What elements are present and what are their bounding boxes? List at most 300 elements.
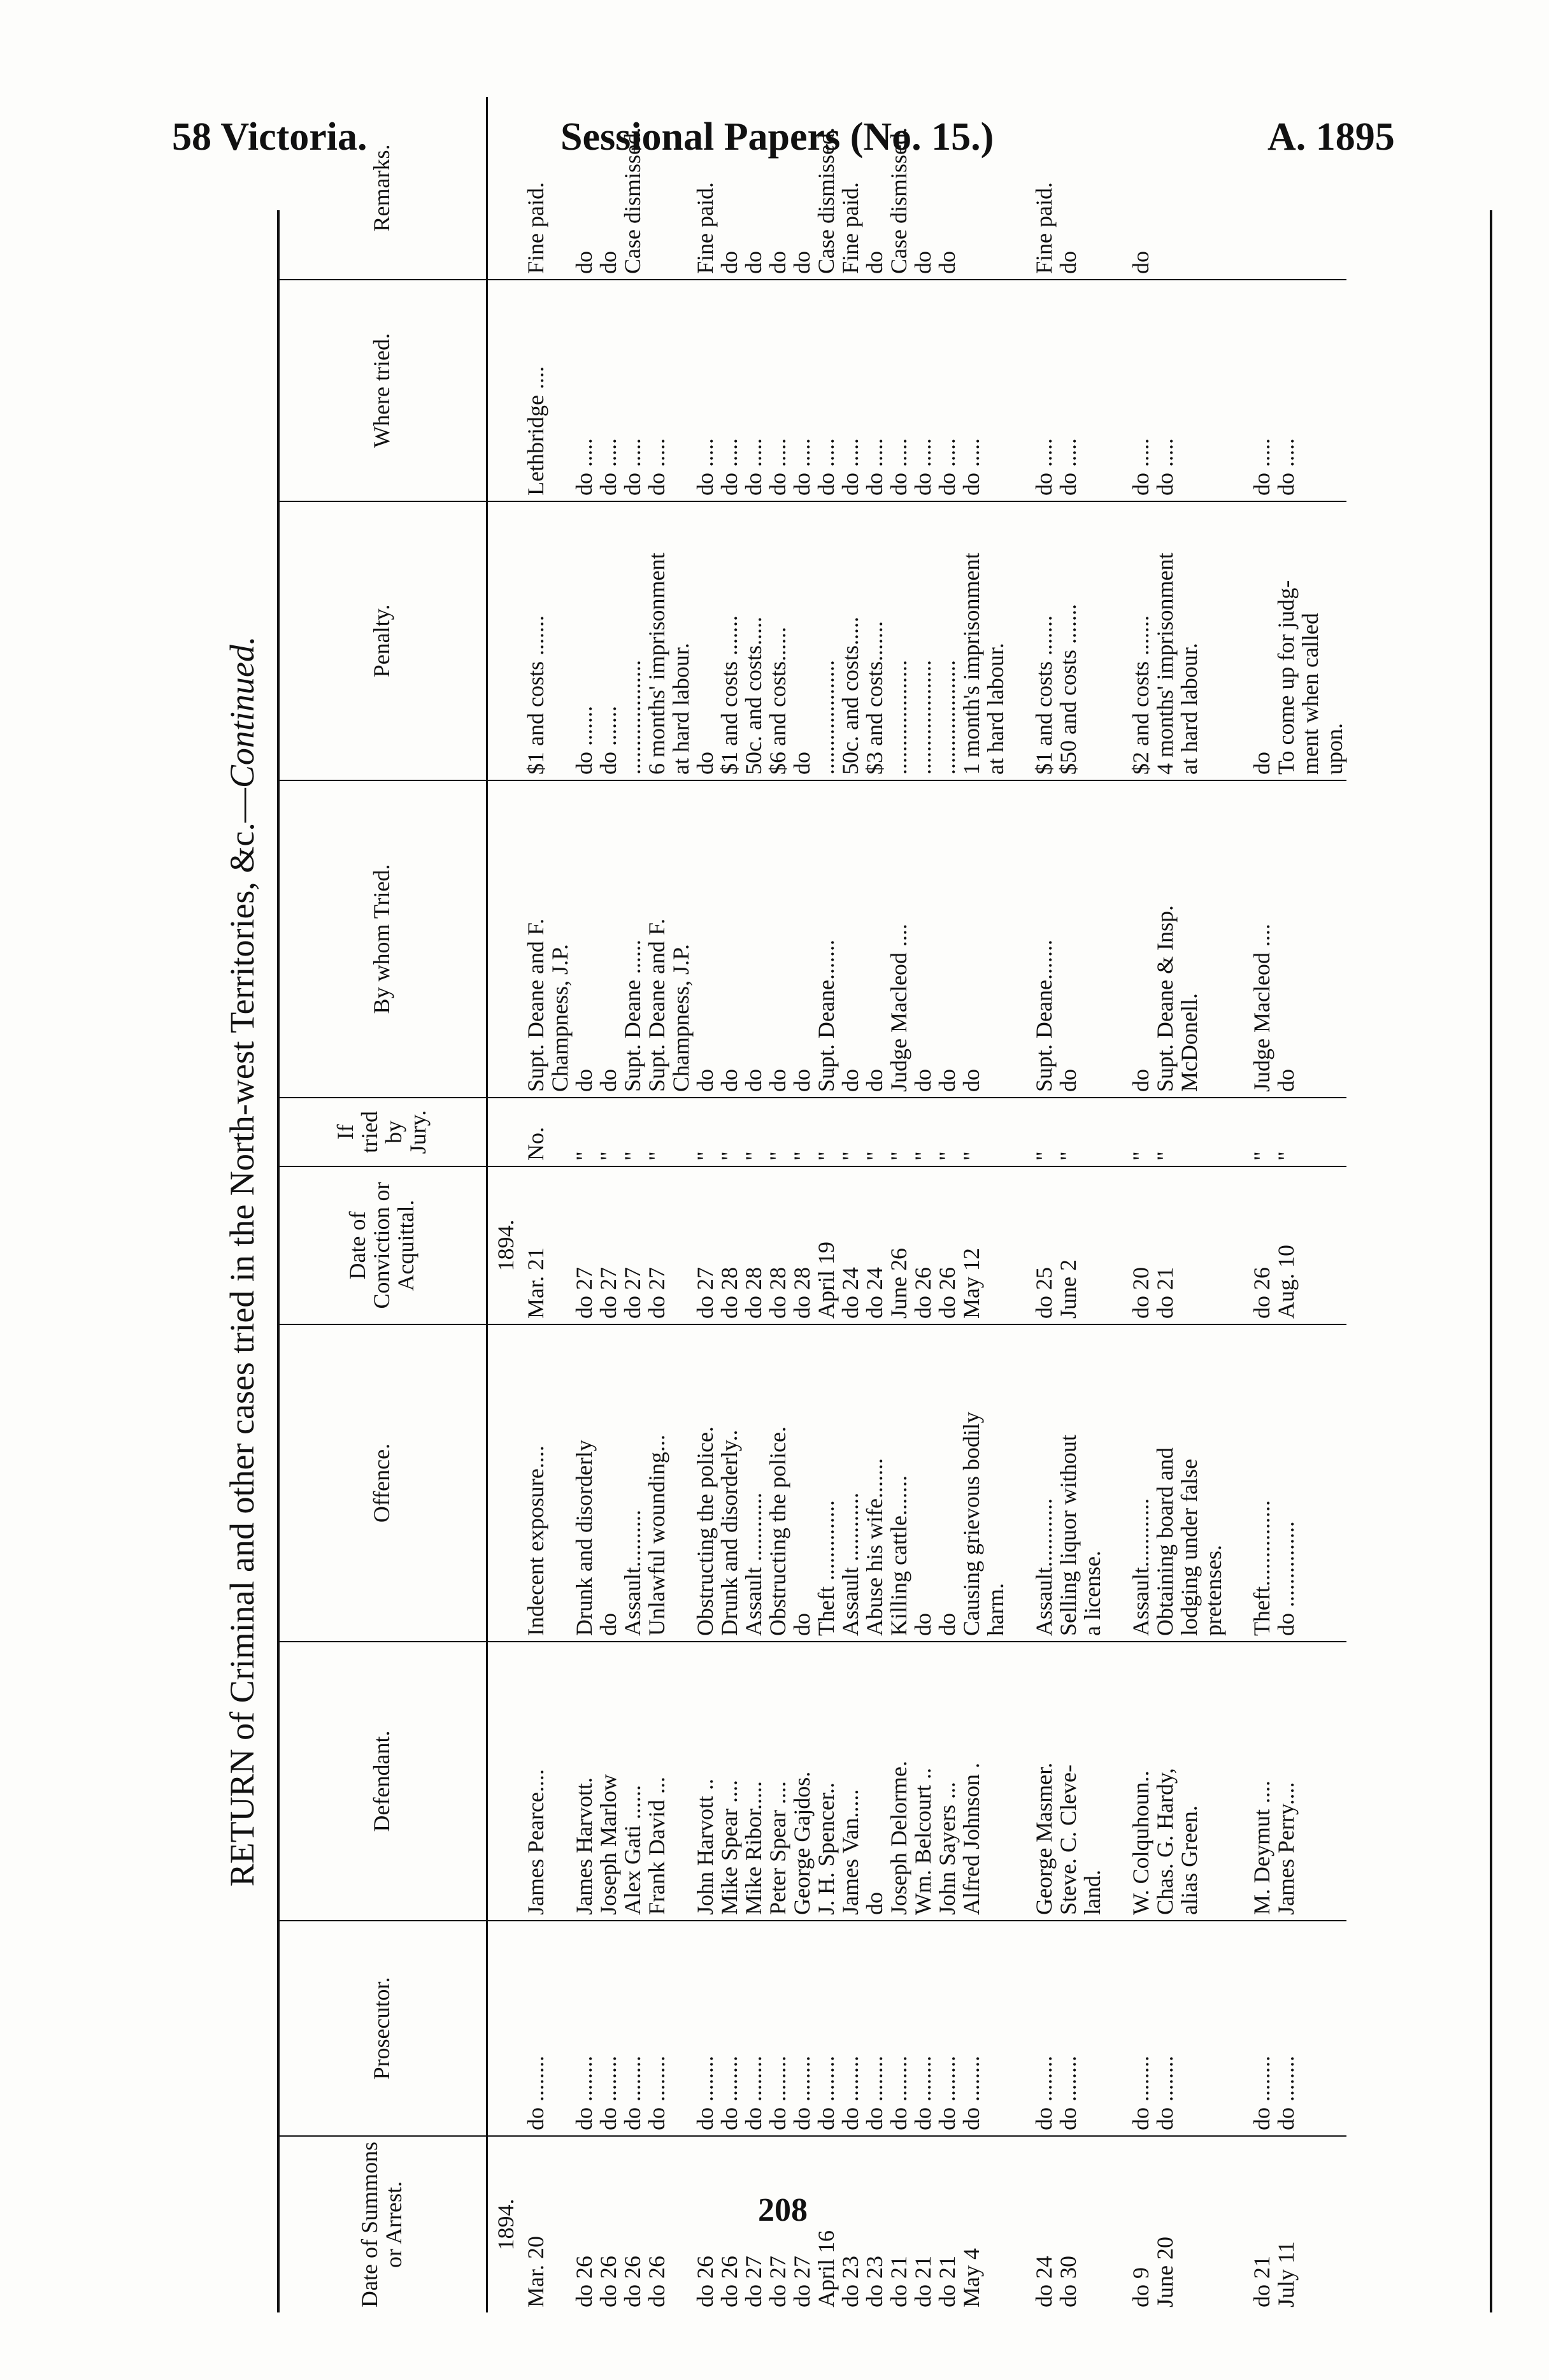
cell-conviction: do 28 (790, 1166, 814, 1324)
cell-penalty: $1 and costs ....... (1032, 501, 1056, 780)
table-row (1008, 97, 1032, 2312)
cell-prosecutor (1201, 1921, 1225, 2136)
cell-prosecutor: do ........ (887, 1921, 911, 2136)
col-where: Where tried. (277, 280, 487, 501)
cell-where: do ..... (766, 280, 790, 501)
cell-remarks (1225, 97, 1250, 280)
cell-by-whom: do (935, 780, 959, 1098)
cell-jury: " (741, 1098, 766, 1166)
cell-offence: Drunk and disorderly.. (717, 1324, 741, 1642)
cell-remarks: Fine paid. (693, 97, 717, 280)
cell-by-whom (1322, 780, 1346, 1098)
col-prosecutor: Prosecutor. (277, 1921, 487, 2136)
cell-date (1008, 2136, 1032, 2312)
cell-jury: " (1032, 1098, 1056, 1166)
cell-by-whom (1008, 780, 1032, 1098)
table-row (669, 97, 693, 2312)
cell-date (1322, 2136, 1346, 2312)
cell-defendant: James Harvott. (572, 1642, 596, 1921)
table-row (645, 97, 669, 2312)
cell-defendant (548, 1642, 572, 1921)
cell-defendant: Joseph Marlow (596, 1642, 620, 1921)
cell-offence: do (790, 1324, 814, 1642)
cell-prosecutor (1104, 1921, 1129, 2136)
cell-where: do ..... (572, 280, 596, 501)
cell-jury (1225, 1098, 1250, 1166)
cell-where (669, 280, 693, 501)
cell-by-whom: Supt. Deane....... (1032, 780, 1056, 1098)
cell-offence: Causing grievous bodily (959, 1324, 983, 1642)
cell-penalty (1080, 501, 1104, 780)
cell-jury: " (887, 1098, 911, 1166)
cell-penalty: 50c. and costs..... (838, 501, 862, 780)
cell-penalty: 4 months' imprisonment (1153, 501, 1177, 780)
cell-defendant (669, 1642, 693, 1921)
cell-offence (669, 1324, 693, 1642)
cell-where: do ..... (645, 280, 669, 501)
cell-where (1177, 280, 1201, 501)
cell-date: do 26 (717, 2256, 742, 2307)
cell-defendant: Joseph Delorme. (887, 1642, 911, 1921)
cell-prosecutor: do ........ (959, 1921, 983, 2136)
cell-by-whom: do (572, 780, 596, 1098)
table-row (572, 97, 596, 2312)
cell-date: do 26 (692, 2256, 718, 2307)
cell-jury (1177, 1098, 1201, 1166)
cell-conviction: do 27 (620, 1166, 645, 1324)
cell-date: do 26 (571, 2256, 597, 2307)
cell-remarks: do (572, 97, 596, 280)
cell-by-whom: Judge Macleod .... (1250, 780, 1274, 1098)
cell-offence: harm. (983, 1324, 1008, 1642)
cell-date: do 21 (886, 2256, 911, 2307)
cell-defendant: Mike Spear .... (717, 1642, 741, 1921)
col-offence: Offence. (277, 1324, 487, 1642)
table-row (1322, 97, 1346, 2312)
cell-conviction: do 27 (572, 1166, 596, 1324)
table-row (596, 97, 620, 2312)
header-year: A. 1895 (1267, 115, 1395, 159)
cell-where: do ..... (596, 280, 620, 501)
cell-where: do ..... (693, 280, 717, 501)
cell-offence: Assault............ (1129, 1324, 1153, 1642)
table-row (548, 97, 572, 2312)
cell-defendant: M. Deymut .... (1250, 1642, 1274, 1921)
cell-penalty: $1 and costs ....... (717, 501, 741, 780)
cell-date: do 27 (741, 2256, 766, 2307)
cell-where: do ..... (814, 280, 838, 501)
cell-where: do ..... (935, 280, 959, 501)
table-row (1201, 97, 1225, 2312)
table-row (887, 97, 911, 2312)
cell-jury (1322, 1098, 1346, 1166)
cell-where: do ..... (1032, 280, 1056, 501)
cell-date: do 26 (596, 2256, 621, 2307)
cell-date (1225, 2136, 1250, 2312)
page-number: 208 (758, 2192, 808, 2228)
cell-remarks (1177, 97, 1201, 280)
cell-remarks: do (1056, 97, 1080, 280)
table-row (862, 97, 887, 2312)
cell-conviction: do 28 (717, 1166, 741, 1324)
cell-remarks (959, 97, 983, 280)
cell-jury (1104, 1098, 1129, 1166)
cell-jury (669, 1098, 693, 1166)
cell-prosecutor: do ........ (790, 1921, 814, 2136)
cell-conviction: do 28 (766, 1166, 790, 1324)
cell-date (1177, 2136, 1201, 2312)
cell-defendant: James Pearce.... (524, 1642, 548, 1921)
table-row (1250, 97, 1274, 2312)
cell-conviction (1177, 1166, 1201, 1324)
cell-where: do ..... (959, 280, 983, 501)
cell-jury: " (790, 1098, 814, 1166)
cell-date: do 21 (1249, 2256, 1274, 2307)
cell-where: do ..... (717, 280, 741, 501)
cell-jury (983, 1098, 1008, 1166)
cell-by-whom: do (862, 780, 887, 1098)
cell-prosecutor: do ........ (766, 1921, 790, 2136)
cell-prosecutor (1177, 1921, 1201, 2136)
cell-offence: do (935, 1324, 959, 1642)
cell-date: do 23 (838, 2256, 863, 2307)
cell-by-whom: Supt. Deane & Insp. (1153, 780, 1177, 1098)
cell-where (1201, 280, 1225, 501)
cell-where: do ..... (911, 280, 935, 501)
cell-jury: " (838, 1098, 862, 1166)
cell-jury: " (911, 1098, 935, 1166)
cell-offence: Killing cattle....... (887, 1324, 911, 1642)
table-row (1104, 97, 1129, 2312)
cell-prosecutor: do ........ (935, 1921, 959, 2136)
table-title-main: RETURN of Criminal and other cases tried in the North-west Territories, &c.— (223, 788, 261, 1887)
cell-jury (548, 1098, 572, 1166)
cell-where: do ..... (790, 280, 814, 501)
cell-conviction: June 26 (887, 1166, 911, 1324)
cell-defendant (983, 1642, 1008, 1921)
cell-remarks (1153, 97, 1177, 280)
cell-offence (1225, 1324, 1250, 1642)
cell-offence (1298, 1324, 1322, 1642)
table-row (1032, 97, 1056, 2312)
cell-where (983, 280, 1008, 501)
cell-penalty (548, 501, 572, 780)
cell-defendant: J. H. Spencer.. (814, 1642, 838, 1921)
cell-prosecutor (1298, 1921, 1322, 2136)
cell-by-whom: do (741, 780, 766, 1098)
cell-date (1298, 2136, 1322, 2312)
cell-penalty: .................... (814, 501, 838, 780)
cell-jury (1298, 1098, 1322, 1166)
cell-jury: " (1250, 1098, 1274, 1166)
cell-defendant: W. Colquhoun.. (1129, 1642, 1153, 1921)
cell-by-whom: do (911, 780, 935, 1098)
cell-penalty: at hard labour. (983, 501, 1008, 780)
cell-penalty (1104, 501, 1129, 780)
cell-jury: " (862, 1098, 887, 1166)
cell-penalty: .................... (887, 501, 911, 780)
cell-remarks (983, 97, 1008, 280)
cell-conviction: do 27 (596, 1166, 620, 1324)
cell-penalty: ment when called (1298, 501, 1322, 780)
col-remarks: Remarks. (277, 97, 487, 280)
cell-conviction: do 25 (1032, 1166, 1056, 1324)
cell-conviction: do 26 (1250, 1166, 1274, 1324)
cell-offence: pretenses. (1201, 1324, 1225, 1642)
cell-where (1322, 280, 1346, 501)
cell-where: do ..... (1250, 280, 1274, 501)
cell-penalty: at hard labour. (1177, 501, 1201, 780)
cell-by-whom: do (1274, 780, 1298, 1098)
cell-prosecutor: do ........ (693, 1921, 717, 2136)
cell-penalty: 50c. and costs..... (741, 501, 766, 780)
cell-prosecutor (1322, 1921, 1346, 2136)
cell-offence (1104, 1324, 1129, 1642)
cell-offence (1322, 1324, 1346, 1642)
cell-offence: Obtaining board and (1153, 1324, 1177, 1642)
cell-offence: Assault............ (1032, 1324, 1056, 1642)
cell-where: do ..... (838, 280, 862, 501)
cell-date: do 24 (1031, 2256, 1057, 2307)
cell-offence: a license. (1080, 1324, 1104, 1642)
cell-defendant (1104, 1642, 1129, 1921)
cell-where: do ..... (1056, 280, 1080, 501)
cell-offence: Obstructing the police. (693, 1324, 717, 1642)
cell-date: April 16 (813, 2230, 839, 2307)
cell-prosecutor (669, 1921, 693, 2136)
cell-prosecutor: do ........ (838, 1921, 862, 2136)
table-row (766, 97, 790, 2312)
col-by-whom: By whom Tried. (277, 780, 487, 1098)
cell-prosecutor: do ........ (620, 1921, 645, 2136)
table-row (620, 97, 645, 2312)
cell-conviction: Mar. 21 (524, 1166, 548, 1324)
cell-defendant: alias Green. (1177, 1642, 1201, 1921)
cell-offence (1008, 1324, 1032, 1642)
table-row (790, 97, 814, 2312)
cell-where: do ..... (620, 280, 645, 501)
table-row (959, 97, 983, 2312)
table-row (1153, 97, 1177, 2312)
cell-where: do ..... (887, 280, 911, 501)
cell-conviction (669, 1166, 693, 1324)
cell-penalty: upon. (1322, 501, 1346, 780)
table-row (1298, 97, 1322, 2312)
cell-offence: Assault.......... (620, 1324, 645, 1642)
cell-date (983, 2136, 1008, 2312)
cell-remarks: do (1129, 97, 1153, 280)
cell-date (548, 2136, 572, 2312)
cell-penalty: To come up for judg- (1274, 501, 1298, 780)
cell-defendant: Steve. C. Cleve- (1056, 1642, 1080, 1921)
table-row (1056, 97, 1080, 2312)
year-row (487, 97, 524, 2312)
cell-defendant (1225, 1642, 1250, 1921)
cell-defendant (1322, 1642, 1346, 1921)
cell-date: do 23 (862, 2256, 887, 2307)
cell-remarks (1322, 97, 1346, 280)
cell-jury: " (693, 1098, 717, 1166)
cell-date: do 30 (1055, 2256, 1081, 2307)
cell-jury: " (935, 1098, 959, 1166)
cell-remarks: do (862, 97, 887, 280)
cell-penalty: $50 and costs ....... (1056, 501, 1080, 780)
cell-penalty: at hard labour. (669, 501, 693, 780)
cell-defendant: James Van..... (838, 1642, 862, 1921)
table-header-row (277, 97, 487, 2312)
cell-by-whom: Supt. Deane and F. (645, 780, 669, 1098)
cell-remarks (669, 97, 693, 280)
cell-date (1104, 2136, 1129, 2312)
cell-offence: Drunk and disorderly (572, 1324, 596, 1642)
cell-penalty: do (1250, 501, 1274, 780)
cell-date: Mar. 20 (523, 2236, 548, 2307)
col-defendant: Defendant. (277, 1642, 487, 1921)
table-row (524, 97, 548, 2312)
cell-jury: " (959, 1098, 983, 1166)
cell-jury (1008, 1098, 1032, 1166)
cell-prosecutor: do ........ (1032, 1921, 1056, 2136)
table-row (1225, 97, 1250, 2312)
col-conviction: Date of Conviction or Acquittal. (277, 1166, 487, 1324)
cell-where: do ..... (1129, 280, 1153, 501)
cell-remarks (1250, 97, 1274, 280)
cell-defendant (1298, 1642, 1322, 1921)
cell-offence: Selling liquor without (1056, 1324, 1080, 1642)
cell-prosecutor: do ........ (862, 1921, 887, 2136)
cell-by-whom: do (790, 780, 814, 1098)
cell-by-whom: do (1129, 780, 1153, 1098)
cell-penalty: do (790, 501, 814, 780)
cell-jury: " (1153, 1098, 1177, 1166)
cell-jury: " (1056, 1098, 1080, 1166)
cell-conviction (1104, 1166, 1129, 1324)
cell-by-whom (1080, 780, 1104, 1098)
cell-penalty: .................... (935, 501, 959, 780)
cell-prosecutor (1008, 1921, 1032, 2136)
cell-where: do ..... (1274, 280, 1298, 501)
cell-by-whom (1225, 780, 1250, 1098)
cell-remarks: Case dismissed. (887, 97, 911, 280)
cell-conviction: April 19 (814, 1166, 838, 1324)
cell-conviction: do 21 (1153, 1166, 1177, 1324)
cell-by-whom: McDonell. (1177, 780, 1201, 1098)
cell-by-whom: do (959, 780, 983, 1098)
table-row (741, 97, 766, 2312)
table-row (1129, 97, 1153, 2312)
cell-remarks: Fine paid. (838, 97, 862, 280)
cell-where: do ..... (862, 280, 887, 501)
cell-remarks (645, 97, 669, 280)
cell-jury: " (717, 1098, 741, 1166)
cell-conviction (983, 1166, 1008, 1324)
cell-prosecutor (1225, 1921, 1250, 2136)
cell-date: May 4 (959, 2248, 984, 2307)
cell-date: June 20 (1152, 2237, 1178, 2307)
cell-penalty: .................... (911, 501, 935, 780)
cell-penalty: do ....... (572, 501, 596, 780)
cell-penalty: do (693, 501, 717, 780)
cell-conviction: do 24 (838, 1166, 862, 1324)
cell-defendant: James Perry.... (1274, 1642, 1298, 1921)
cell-penalty: $3 and costs....... (862, 501, 887, 780)
col-jury: If tried by Jury. (277, 1098, 487, 1166)
cell-by-whom: do (838, 780, 862, 1098)
cell-prosecutor (983, 1921, 1008, 2136)
cell-by-whom (1201, 780, 1225, 1098)
cell-prosecutor: do ........ (645, 1921, 669, 2136)
cell-conviction: Aug. 10 (1274, 1166, 1298, 1324)
cell-offence (548, 1324, 572, 1642)
cell-date: do 21 (910, 2256, 936, 2307)
cell-conviction: do 27 (693, 1166, 717, 1324)
cell-by-whom (983, 780, 1008, 1098)
cell-remarks: do (596, 97, 620, 280)
cell-conviction (1080, 1166, 1104, 1324)
cell-remarks (1274, 97, 1298, 280)
cell-jury: " (596, 1098, 620, 1166)
cell-penalty: do ....... (596, 501, 620, 780)
cell-conviction: June 2 (1056, 1166, 1080, 1324)
cell-defendant: Alex Gati ...... (620, 1642, 645, 1921)
cell-prosecutor: do ........ (1129, 1921, 1153, 2136)
cell-jury: " (1274, 1098, 1298, 1166)
table-row (1274, 97, 1298, 2312)
cell-prosecutor: do ........ (596, 1921, 620, 2136)
cell-by-whom: Judge Macleod .... (887, 780, 911, 1098)
cell-by-whom: do (596, 780, 620, 1098)
table-title-continued: Continued. (223, 636, 261, 789)
cell-by-whom: Champness, J.P. (669, 780, 693, 1098)
cell-defendant: George Masmer. (1032, 1642, 1056, 1921)
cell-conviction: do 28 (741, 1166, 766, 1324)
cell-offence: Unlawful wounding... (645, 1324, 669, 1642)
cell-remarks (1201, 97, 1225, 280)
cell-conviction (1225, 1166, 1250, 1324)
cell-date: do 21 (934, 2256, 960, 2307)
cell-by-whom: do (766, 780, 790, 1098)
cell-remarks: Case dismissed. (814, 97, 838, 280)
cell-defendant: Alfred Johnson . (959, 1642, 983, 1921)
cell-remarks: do (911, 97, 935, 280)
year-date: 1894. (493, 2198, 518, 2251)
cell-remarks (548, 97, 572, 280)
cell-penalty (1201, 501, 1225, 780)
cell-jury: " (645, 1098, 669, 1166)
cell-conviction: do 26 (911, 1166, 935, 1324)
cell-remarks (1008, 97, 1032, 280)
cell-prosecutor: do ........ (1153, 1921, 1177, 2136)
cell-remarks: do (935, 97, 959, 280)
cell-where (1080, 280, 1104, 501)
cell-remarks: do (790, 97, 814, 280)
cell-date (669, 2136, 693, 2312)
cell-date: July 11 (1273, 2241, 1299, 2307)
cell-defendant: John Sayers ... (935, 1642, 959, 1921)
table-title (217, 210, 268, 2312)
cell-jury: " (620, 1098, 645, 1166)
cell-defendant: Wm. Belcourt .. (911, 1642, 935, 1921)
cell-date: do 26 (620, 2256, 645, 2307)
cell-defendant: Chas. G. Hardy, (1153, 1642, 1177, 1921)
table-row (935, 97, 959, 2312)
cases-table (277, 97, 1346, 2312)
cell-defendant: Frank David ... (645, 1642, 669, 1921)
cell-offence: lodging under false (1177, 1324, 1201, 1642)
cell-prosecutor: do ........ (911, 1921, 935, 2136)
table-row (1080, 97, 1104, 2312)
cell-defendant: George Gajdos. (790, 1642, 814, 1921)
